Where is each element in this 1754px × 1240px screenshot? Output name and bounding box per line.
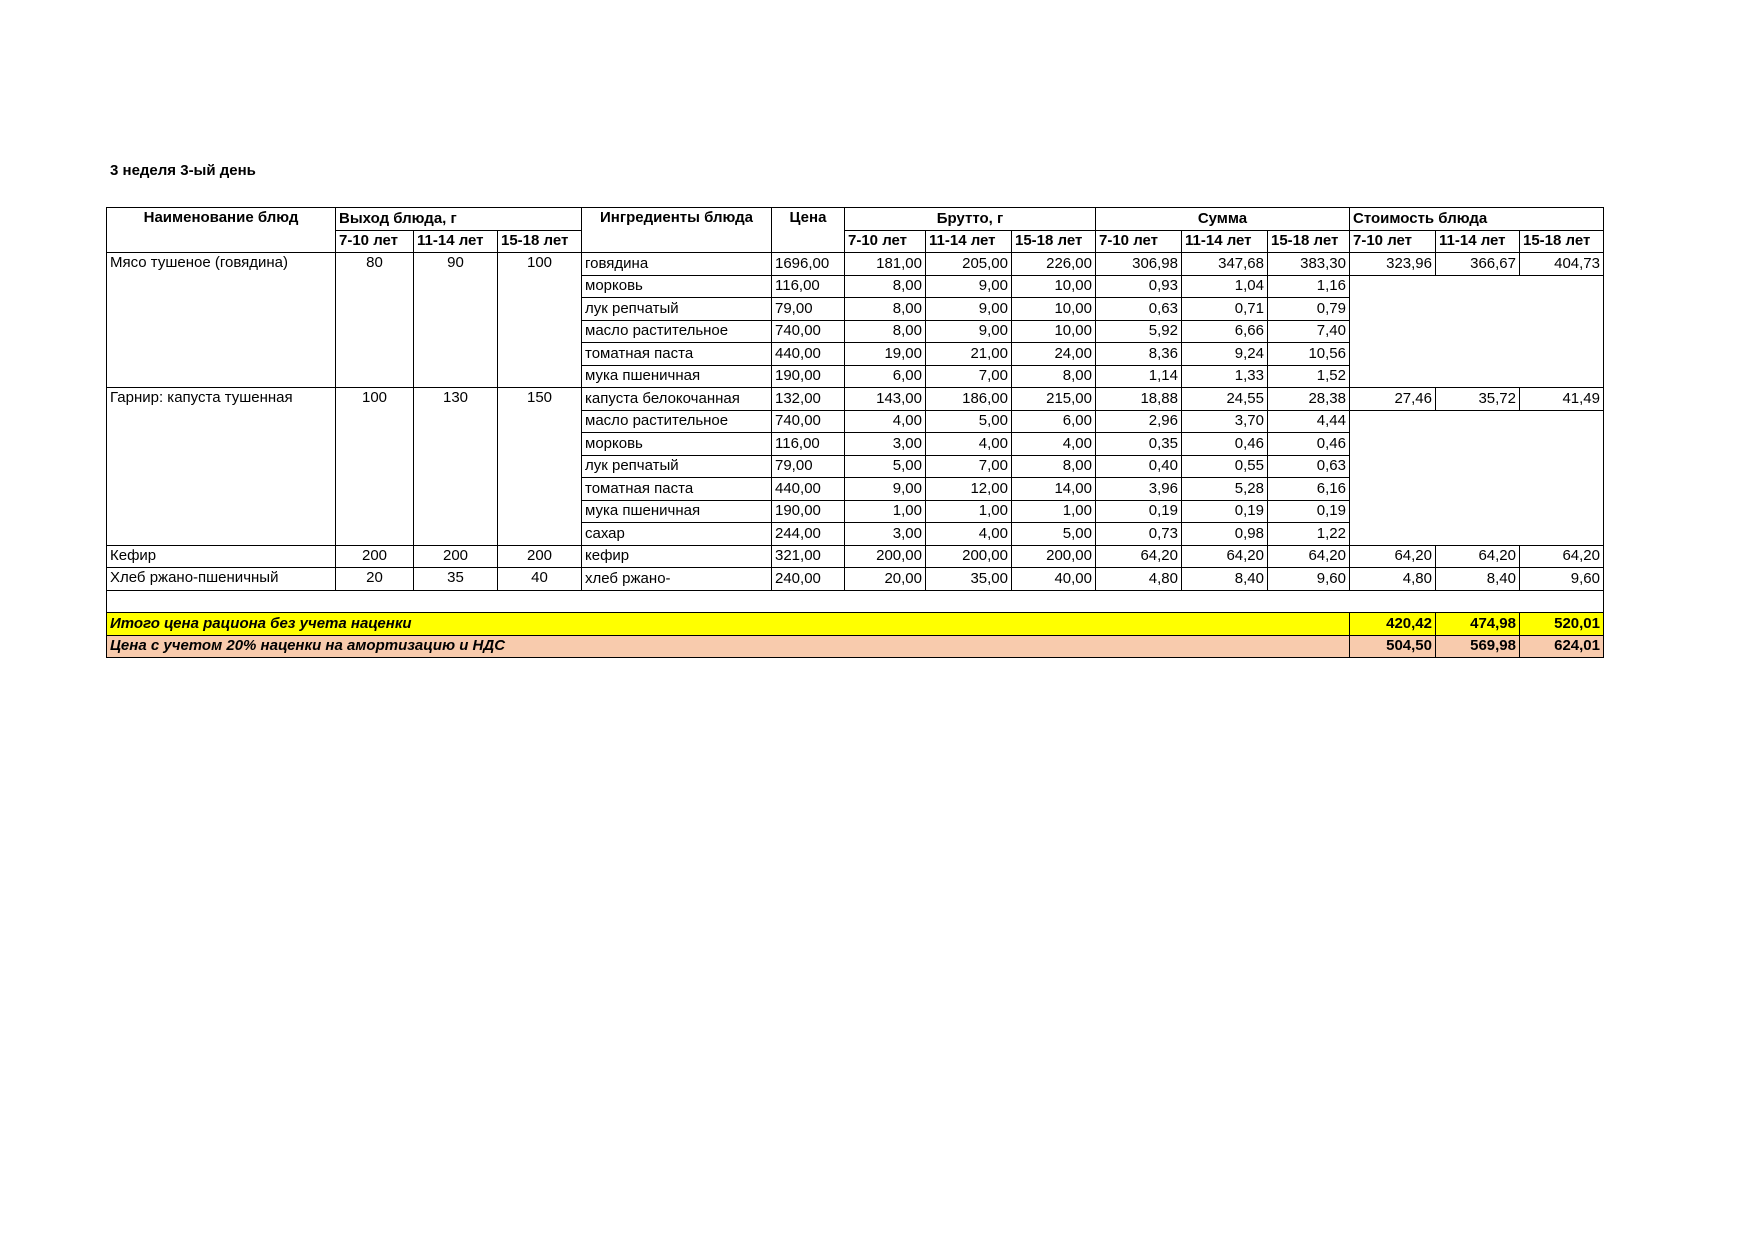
- ingredient-name: хлеб ржано-: [582, 568, 772, 591]
- ingredient-gross: 40,00: [1012, 568, 1096, 591]
- ingredient-gross: 4,00: [1012, 433, 1096, 456]
- ingredient-sum: 0,19: [1182, 500, 1268, 523]
- header-row-1: [107, 208, 1604, 231]
- ingredient-gross: 1,00: [845, 500, 926, 523]
- ingredient-sum: 1,14: [1096, 365, 1182, 388]
- ingredient-sum: 383,30: [1268, 253, 1350, 276]
- ingredient-gross: 200,00: [1012, 545, 1096, 568]
- ingredient-sum: 3,96: [1096, 478, 1182, 501]
- ingredient-sum: 0,73: [1096, 523, 1182, 546]
- ingredient-gross: 200,00: [845, 545, 926, 568]
- ingredient-gross: 3,00: [845, 433, 926, 456]
- ingredient-gross: 4,00: [845, 410, 926, 433]
- ingredient-sum: 64,20: [1096, 545, 1182, 568]
- ingredient-sum: 2,96: [1096, 410, 1182, 433]
- age-header: 11-14 лет: [1182, 230, 1268, 253]
- dish-cost: 323,96: [1350, 253, 1436, 276]
- ingredient-gross: 1,00: [926, 500, 1012, 523]
- dish-yield: 200: [414, 545, 498, 568]
- ingredient-sum: 18,88: [1096, 388, 1182, 411]
- ingredient-sum: 1,04: [1182, 275, 1268, 298]
- ingredient-price: 190,00: [772, 365, 845, 388]
- ingredient-gross: 9,00: [926, 275, 1012, 298]
- ingredient-gross: 4,00: [926, 433, 1012, 456]
- ingredient-sum: 0,19: [1268, 500, 1350, 523]
- ingredient-name: лук репчатый: [582, 455, 772, 478]
- col-yield-header: Выход блюда, г: [336, 208, 582, 231]
- dish-cost: 64,20: [1520, 545, 1604, 568]
- ingredient-gross: 186,00: [926, 388, 1012, 411]
- col-dish-name-header: Наименование блюд: [107, 208, 336, 253]
- ingredient-sum: 0,98: [1182, 523, 1268, 546]
- ingredient-name: лук репчатый: [582, 298, 772, 321]
- ingredient-name: кефир: [582, 545, 772, 568]
- dish-yield: 100: [498, 253, 582, 388]
- ingredient-gross: 226,00: [1012, 253, 1096, 276]
- ingredient-sum: 0,46: [1182, 433, 1268, 456]
- ingredient-sum: 347,68: [1182, 253, 1268, 276]
- menu-cost-table: [106, 207, 1604, 658]
- ingredient-gross: 8,00: [845, 275, 926, 298]
- ingredient-gross: 6,00: [845, 365, 926, 388]
- age-header: 7-10 лет: [1350, 230, 1436, 253]
- ingredient-sum: 24,55: [1182, 388, 1268, 411]
- ingredient-sum: 5,28: [1182, 478, 1268, 501]
- blank-cell: [107, 590, 1604, 613]
- ingredient-gross: 10,00: [1012, 275, 1096, 298]
- ingredient-gross: 8,00: [845, 320, 926, 343]
- ingredient-gross: 3,00: [845, 523, 926, 546]
- ingredient-row: [107, 545, 1604, 568]
- ingredient-name: мука пшеничная: [582, 365, 772, 388]
- dish-yield: 20: [336, 568, 414, 591]
- ingredient-name: сахар: [582, 523, 772, 546]
- ingredient-gross: 8,00: [1012, 455, 1096, 478]
- ingredient-gross: 6,00: [1012, 410, 1096, 433]
- ingredient-gross: 20,00: [845, 568, 926, 591]
- ingredient-sum: 1,52: [1268, 365, 1350, 388]
- dish-cost: 41,49: [1520, 388, 1604, 411]
- ingredient-price: 132,00: [772, 388, 845, 411]
- ingredient-name: масло растительное: [582, 320, 772, 343]
- ingredient-row: [107, 388, 1604, 411]
- age-header: 7-10 лет: [845, 230, 926, 253]
- ingredient-gross: 143,00: [845, 388, 926, 411]
- col-gross-header: Брутто, г: [845, 208, 1096, 231]
- ingredient-sum: 1,16: [1268, 275, 1350, 298]
- ingredient-sum: 8,40: [1182, 568, 1268, 591]
- blank-row: [107, 590, 1604, 613]
- ingredient-gross: 5,00: [1012, 523, 1096, 546]
- dish-yield: 150: [498, 388, 582, 546]
- ingredient-gross: 181,00: [845, 253, 926, 276]
- dish-cost: 4,80: [1350, 568, 1436, 591]
- dish-yield: 40: [498, 568, 582, 591]
- ingredient-row: [107, 568, 1604, 591]
- ingredient-sum: 306,98: [1096, 253, 1182, 276]
- age-header: 15-18 лет: [1268, 230, 1350, 253]
- ingredient-gross: 1,00: [1012, 500, 1096, 523]
- dish-cost: 9,60: [1520, 568, 1604, 591]
- ingredient-gross: 9,00: [926, 298, 1012, 321]
- markup-label: Цена с учетом 20% наценки на амортизацию и НДС: [107, 635, 1350, 658]
- age-header: 7-10 лет: [1096, 230, 1182, 253]
- col-sum-header: Сумма: [1096, 208, 1350, 231]
- ingredient-sum: 9,24: [1182, 343, 1268, 366]
- ingredient-gross: 215,00: [1012, 388, 1096, 411]
- dish-cost: 64,20: [1436, 545, 1520, 568]
- ingredient-sum: 7,40: [1268, 320, 1350, 343]
- ingredient-sum: 64,20: [1182, 545, 1268, 568]
- markup-value: 569,98: [1436, 635, 1520, 658]
- ingredient-gross: 5,00: [845, 455, 926, 478]
- age-header: 7-10 лет: [336, 230, 414, 253]
- age-header: 11-14 лет: [926, 230, 1012, 253]
- dish-yield: 130: [414, 388, 498, 546]
- ingredient-gross: 19,00: [845, 343, 926, 366]
- dish-cost-empty: [1350, 410, 1604, 545]
- ingredient-sum: 9,60: [1268, 568, 1350, 591]
- ingredient-name: масло растительное: [582, 410, 772, 433]
- ingredient-sum: 0,35: [1096, 433, 1182, 456]
- dish-yield: 100: [336, 388, 414, 546]
- ingredient-sum: 1,22: [1268, 523, 1350, 546]
- dish-name: Кефир: [107, 545, 336, 568]
- ingredient-sum: 6,16: [1268, 478, 1350, 501]
- age-header: 11-14 лет: [414, 230, 498, 253]
- ingredient-sum: 0,71: [1182, 298, 1268, 321]
- ingredient-name: морковь: [582, 433, 772, 456]
- ingredient-name: мука пшеничная: [582, 500, 772, 523]
- dish-cost: 27,46: [1350, 388, 1436, 411]
- ingredient-price: 440,00: [772, 478, 845, 501]
- ingredient-price: 321,00: [772, 545, 845, 568]
- dish-yield: 90: [414, 253, 498, 388]
- ingredient-sum: 0,46: [1268, 433, 1350, 456]
- ingredient-sum: 1,33: [1182, 365, 1268, 388]
- total-row: [107, 613, 1604, 636]
- ingredient-price: 240,00: [772, 568, 845, 591]
- ingredient-sum: 6,66: [1182, 320, 1268, 343]
- ingredient-gross: 4,00: [926, 523, 1012, 546]
- ingredient-sum: 0,19: [1096, 500, 1182, 523]
- ingredient-name: томатная паста: [582, 343, 772, 366]
- ingredient-sum: 10,56: [1268, 343, 1350, 366]
- markup-row: [107, 635, 1604, 658]
- ingredient-sum: 5,92: [1096, 320, 1182, 343]
- ingredient-sum: 0,55: [1182, 455, 1268, 478]
- ingredient-gross: 14,00: [1012, 478, 1096, 501]
- dish-cost: 366,67: [1436, 253, 1520, 276]
- dish-yield: 200: [336, 545, 414, 568]
- ingredient-price: 79,00: [772, 298, 845, 321]
- dish-yield: 35: [414, 568, 498, 591]
- col-ingredients-header: Ингредиенты блюда: [582, 208, 772, 253]
- col-cost-header: Стоимость блюда: [1350, 208, 1604, 231]
- ingredient-name: томатная паста: [582, 478, 772, 501]
- ingredient-price: 244,00: [772, 523, 845, 546]
- ingredient-price: 116,00: [772, 275, 845, 298]
- dish-yield: 80: [336, 253, 414, 388]
- age-header: 15-18 лет: [1520, 230, 1604, 253]
- ingredient-gross: 9,00: [926, 320, 1012, 343]
- ingredient-gross: 205,00: [926, 253, 1012, 276]
- ingredient-price: 1696,00: [772, 253, 845, 276]
- ingredient-gross: 9,00: [845, 478, 926, 501]
- ingredient-sum: 0,79: [1268, 298, 1350, 321]
- ingredient-price: 440,00: [772, 343, 845, 366]
- ingredient-gross: 21,00: [926, 343, 1012, 366]
- markup-value: 624,01: [1520, 635, 1604, 658]
- ingredient-sum: 28,38: [1268, 388, 1350, 411]
- col-price-header: Цена: [772, 208, 845, 253]
- dish-name: Гарнир: капуста тушенная: [107, 388, 336, 546]
- age-header: 15-18 лет: [498, 230, 582, 253]
- ingredient-gross: 24,00: [1012, 343, 1096, 366]
- dish-name: Мясо тушеное (говядина): [107, 253, 336, 388]
- dish-name: Хлеб ржано-пшеничный: [107, 568, 336, 591]
- dish-cost-empty: [1350, 275, 1604, 388]
- total-value: 420,42: [1350, 613, 1436, 636]
- ingredient-gross: 10,00: [1012, 320, 1096, 343]
- ingredient-sum: 0,63: [1096, 298, 1182, 321]
- ingredient-name: морковь: [582, 275, 772, 298]
- ingredient-sum: 4,44: [1268, 410, 1350, 433]
- table-body: [107, 253, 1604, 591]
- ingredient-name: говядина: [582, 253, 772, 276]
- ingredient-sum: 3,70: [1182, 410, 1268, 433]
- ingredient-sum: 0,63: [1268, 455, 1350, 478]
- total-value: 520,01: [1520, 613, 1604, 636]
- age-header: 15-18 лет: [1012, 230, 1096, 253]
- ingredient-price: 190,00: [772, 500, 845, 523]
- ingredient-gross: 200,00: [926, 545, 1012, 568]
- page-title: 3 неделя 3-ый день: [110, 162, 256, 179]
- ingredient-gross: 8,00: [845, 298, 926, 321]
- ingredient-gross: 7,00: [926, 365, 1012, 388]
- dish-cost: 404,73: [1520, 253, 1604, 276]
- ingredient-price: 740,00: [772, 410, 845, 433]
- ingredient-sum: 0,93: [1096, 275, 1182, 298]
- dish-cost: 64,20: [1350, 545, 1436, 568]
- ingredient-sum: 4,80: [1096, 568, 1182, 591]
- ingredient-price: 740,00: [772, 320, 845, 343]
- ingredient-price: 79,00: [772, 455, 845, 478]
- ingredient-gross: 12,00: [926, 478, 1012, 501]
- total-value: 474,98: [1436, 613, 1520, 636]
- dish-yield: 200: [498, 545, 582, 568]
- dish-cost: 8,40: [1436, 568, 1520, 591]
- ingredient-gross: 5,00: [926, 410, 1012, 433]
- ingredient-row: [107, 253, 1604, 276]
- ingredient-gross: 7,00: [926, 455, 1012, 478]
- markup-value: 504,50: [1350, 635, 1436, 658]
- ingredient-sum: 0,40: [1096, 455, 1182, 478]
- ingredient-sum: 64,20: [1268, 545, 1350, 568]
- ingredient-price: 116,00: [772, 433, 845, 456]
- ingredient-gross: 35,00: [926, 568, 1012, 591]
- ingredient-sum: 8,36: [1096, 343, 1182, 366]
- ingredient-name: капуста белокочанная: [582, 388, 772, 411]
- ingredient-gross: 10,00: [1012, 298, 1096, 321]
- age-header: 11-14 лет: [1436, 230, 1520, 253]
- total-label: Итого цена рациона без учета наценки: [107, 613, 1350, 636]
- dish-cost: 35,72: [1436, 388, 1520, 411]
- ingredient-gross: 8,00: [1012, 365, 1096, 388]
